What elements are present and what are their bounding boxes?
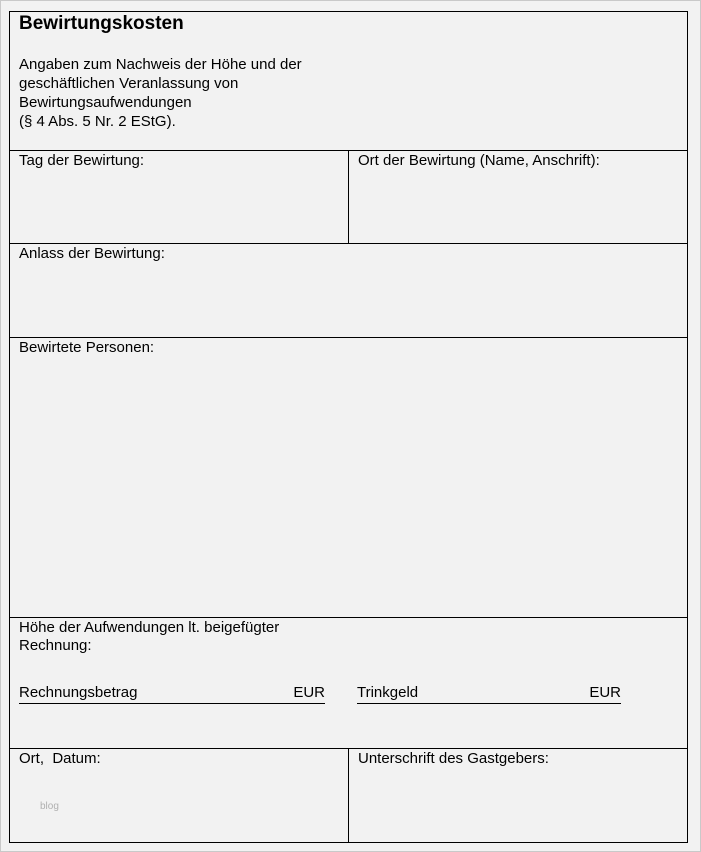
date-place-row — [10, 151, 687, 244]
intro-line: (§ 4 Abs. 5 Nr. 2 EStG). — [19, 113, 176, 130]
tip-label: Trinkgeld — [357, 684, 419, 701]
signature-field[interactable] — [348, 749, 687, 842]
tip-currency: EUR — [589, 684, 621, 701]
signature-row — [10, 749, 687, 842]
tip-field[interactable] — [357, 684, 621, 704]
invoice-amount-field[interactable] — [19, 684, 325, 704]
invoice-currency: EUR — [293, 684, 325, 701]
guests-label: Bewirtete Personen: — [19, 339, 155, 356]
amount-label — [19, 619, 279, 655]
occasion-row[interactable] — [10, 244, 687, 338]
form-intro — [19, 55, 349, 131]
date-label: Tag der Bewirtung: — [19, 152, 145, 169]
place-label: Ort der Bewirtung (Name, Anschrift): — [358, 152, 600, 169]
intro-line: geschäftlichen Veranlassung von — [19, 75, 239, 92]
amount-row — [10, 618, 687, 749]
place-date-label: Ort, Datum: — [19, 750, 101, 767]
bewirtungskosten-form — [9, 11, 688, 843]
intro-line: Angaben zum Nachweis der Höhe und der — [19, 56, 302, 73]
place-field[interactable] — [348, 151, 687, 243]
signature-label: Unterschrift des Gastgebers: — [358, 750, 549, 767]
guests-row[interactable] — [10, 338, 687, 618]
occasion-label: Anlass der Bewirtung: — [19, 245, 165, 262]
amount-label-line: Rechnung: — [19, 637, 92, 654]
watermark: blog — [40, 801, 59, 812]
intro-line: Bewirtungsaufwendungen — [19, 94, 192, 111]
form-header — [10, 12, 687, 151]
form-title: Bewirtungskosten — [19, 13, 184, 34]
place-date-field[interactable] — [10, 749, 348, 842]
date-field[interactable] — [10, 151, 348, 243]
amount-label-line: Höhe der Aufwendungen lt. beigefügter — [19, 619, 280, 636]
invoice-amount-label: Rechnungsbetrag — [19, 684, 138, 701]
